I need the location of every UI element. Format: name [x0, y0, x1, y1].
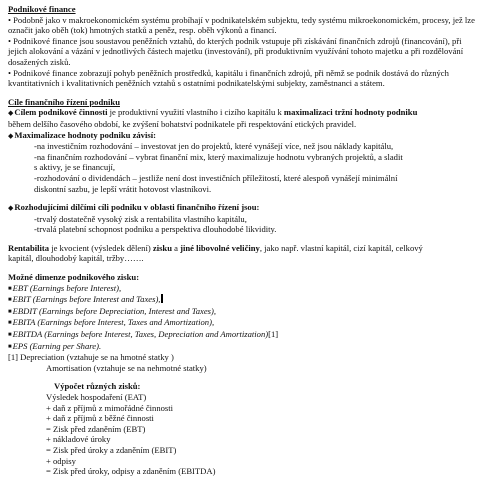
- paragraph-3: • Podnikové finance zobrazují pohyb peněžních prostředků, kapitálu i finančních zdrojů, při němž se podnik dostává do různých kvantitativních i kvalitativních peněžních vztahů s ostatními podnikatelskými subjekty, zaměstnanci a státem.: [8, 67, 449, 89]
- rentabilita-line: Rentabilita je kvocient (výsledek dělení) zisku a jiné libovolné veličiny, jako např. vlastní kapitál, cizí kapitál, celkový: [8, 242, 423, 253]
- max-item: s aktivy, je se financují,: [34, 162, 116, 173]
- dimenze-zisku-heading: Možné dimenze podnikového zisku:: [8, 272, 140, 283]
- vypocet-ziskuheading: Výpočet různých zisků:: [54, 381, 141, 392]
- profit-dimension-item: ■ EBIT (Earnings before Interest and Taxes),: [8, 294, 482, 306]
- profit-dimension-item: ■ EBDIT (Earnings before Depreciation, Interest and Taxes),: [8, 306, 482, 318]
- calc-line: + odpisy: [46, 455, 76, 466]
- profit-dimension-item: ■ EBITDA (Earnings before Interest, Taxes, Depreciation and Amortization)[1]: [8, 329, 482, 341]
- diamond-bullet-icon: ◆: [8, 131, 14, 140]
- heading-cile-financniho-rizeni: Cíle finančního řízení podniku: [8, 96, 120, 107]
- diamond-bullet-icon: ◆: [8, 204, 14, 213]
- rentabilita-line-2: kapitál, dlouhodobý kapitál, tržby…….: [8, 253, 144, 264]
- paragraph-2: • Podnikové finance jsou soustavou peněžních vztahů, do kterých podnik vstupuje při získávání finančních zdrojů (financování), při jejich alokování a vázání v jednotlivých částech majetku (investování), při produktivním využívání tohoto majetku a při rozdělování dosažených zisků.: [8, 35, 464, 67]
- maximalizace-heading: ◆Maximalizace hodnoty podniku závisí:: [8, 129, 156, 140]
- text-cursor: [161, 294, 163, 303]
- calc-line: + nákladové úroky: [46, 434, 111, 445]
- calc-line: + daň z příjmů z běžné činnosti: [46, 413, 154, 424]
- calc-line: = Zisk před úroky, odpisy a zdaněním (EBITDA): [46, 466, 216, 477]
- calc-line: + daň z příjmů z mimořádné činnosti: [46, 402, 174, 413]
- max-item: -na investičním rozhodování – investovat jen do projektů, které vynášejí více, než jsou náklady kapitálu,: [34, 141, 394, 152]
- max-item: diskontní sazbu, je lepší vrátit hotovost vlastníkovi.: [34, 183, 212, 194]
- footnote-1-cont: Amortisation (vztahuje se na nehmotné statky): [46, 362, 207, 373]
- profit-dimension-item: ■ EBT (Earnings before Interest),: [8, 283, 482, 295]
- calc-line: = Zisk před zdaněním (EBT): [46, 423, 146, 434]
- calc-line: Výsledek hospodaření (EAT): [46, 392, 147, 402]
- footnote-link[interactable]: [1]: [268, 329, 279, 340]
- partial-item: -trvalá platební schopnost podniku a perspektiva dlouhodobé likvidity.: [34, 224, 277, 235]
- document-page: [8, 4, 482, 477]
- footnote-1: [1] Depreciation (vztahuje se na hmotné statky ): [8, 352, 174, 363]
- diamond-bullet-icon: ◆: [8, 109, 14, 118]
- partial-item: -trvalý dostatečně vysoký zisk a rentabilita vlastního kapitálu,: [34, 213, 247, 224]
- goal-line-2: během delšího časového období, ke zvýšení bohatství podnikatele při respektování etických pravidel.: [8, 118, 357, 129]
- max-item: -na finančním rozhodování – vybrat finanční mix, který maximalizuje hodnotu vybraných projektů, a sladit: [34, 151, 403, 162]
- profit-dimension-item: ■ EPS (Earning per Share).: [8, 341, 482, 353]
- max-item: -rozhodování o dividendách – jestliže není dost investičních příležitostí, které alespoň vynášejí minimální: [34, 172, 398, 183]
- paragraph-1: • Podobně jako v makroekonomickém systému probíhají v podnikatelském subjektu, tedy systému mikroekonomickém, procesy, jež lze označit jako oběh (tok) hmotných statků a peněz, resp. oběh výkonů a financí.: [8, 14, 475, 36]
- partial-goals-heading: ◆Rozhodujícími dílčími cíli podniku v oblasti finančního řízení jsou:: [8, 202, 260, 213]
- calc-line: = Zisk před úroky a zdaněním (EBIT): [46, 444, 177, 455]
- heading-podnikove-finance: Podnikové finance: [8, 4, 76, 14]
- goal-line: ◆Cílem podnikové činnosti je produktivní využití vlastního i cizího kapitálu k maximalizaci tržní hodnoty podniku: [8, 107, 418, 118]
- profit-dimension-item: ■ EBITA (Earnings before Interest, Taxes and Amortization),: [8, 317, 482, 329]
